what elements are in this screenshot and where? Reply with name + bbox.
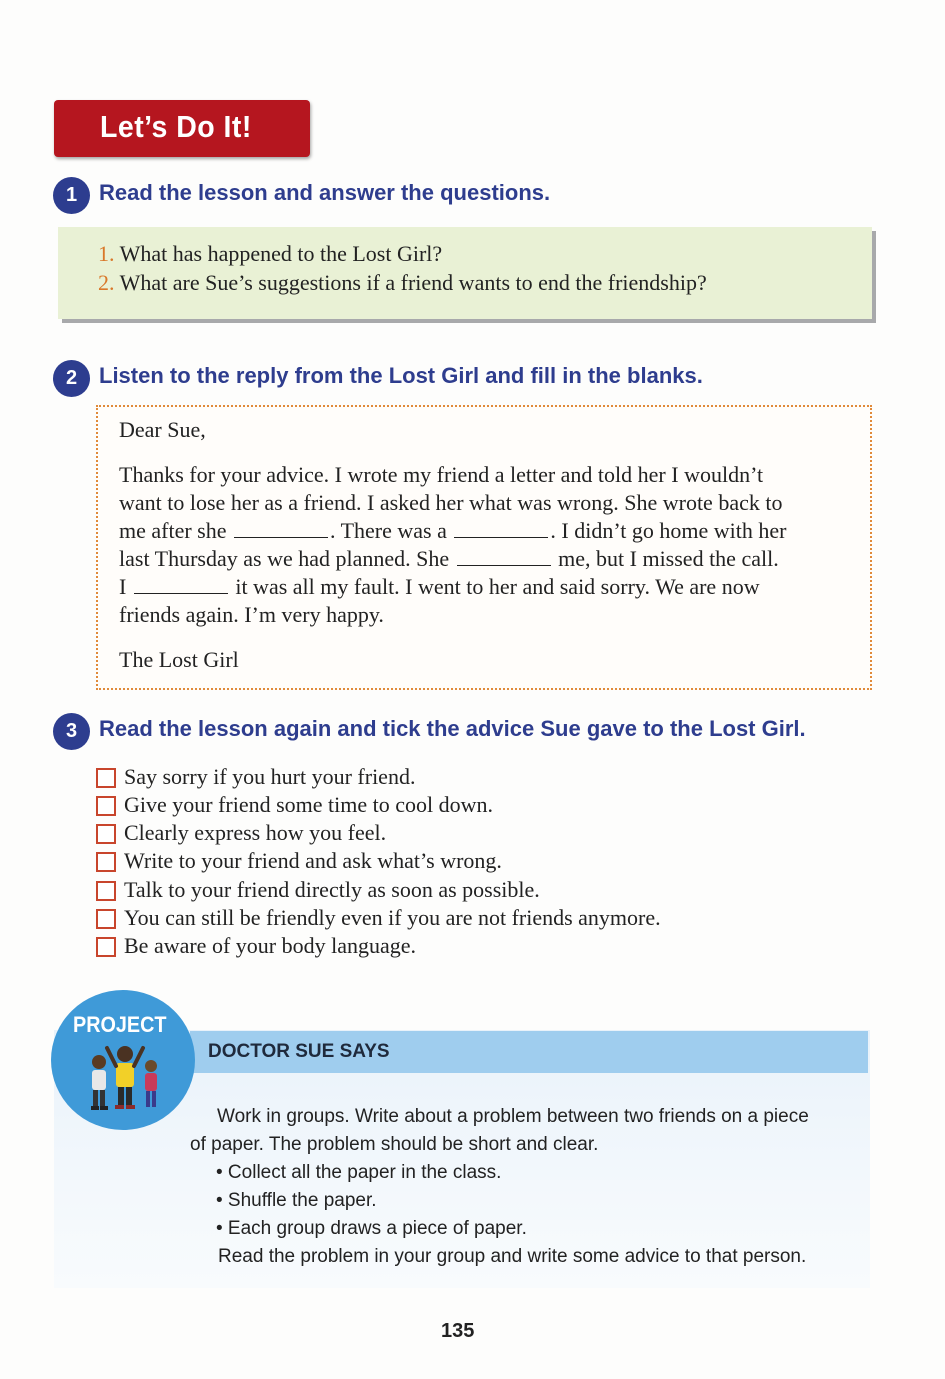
blank-2[interactable] xyxy=(454,519,548,538)
letter-line-3c: . I didn’t go home with her xyxy=(550,518,787,543)
advice-text: You can still be friendly even if you are not friends anymore. xyxy=(124,905,661,930)
advice-text: Clearly express how you feel. xyxy=(124,820,387,845)
letter-line-4b: me, but I missed the call. xyxy=(558,546,779,571)
letter-line-6: friends again. I’m very happy. xyxy=(119,602,384,627)
letter-line-5a: I xyxy=(119,574,127,599)
question-1 xyxy=(98,241,442,267)
letter-line-4 xyxy=(119,546,779,572)
letter-line-5b: it was all my fault. I went to her and said sorry. We are now xyxy=(235,574,760,599)
project-label: PROJECT xyxy=(73,1012,167,1037)
section-3-heading: Read the lesson again and tick the advice Sue gave to the Lost Girl. xyxy=(99,716,806,741)
project-intro-1: Work in groups. Write about a problem between two friends on a piece xyxy=(217,1106,809,1127)
blank-3[interactable] xyxy=(457,547,551,566)
project-badge xyxy=(51,990,195,1130)
blank-4[interactable] xyxy=(134,575,228,594)
letter-signature: The Lost Girl xyxy=(119,647,239,672)
question-1-text: What has happened to the Lost Girl? xyxy=(119,241,443,266)
banner-title: Let’s Do It! xyxy=(100,109,252,144)
project-title-bar xyxy=(190,1031,868,1073)
checkbox[interactable] xyxy=(96,937,116,957)
letter-line-1: Thanks for your advice. I wrote my friend a letter and told her I wouldn’t xyxy=(119,462,764,487)
project-closing: Read the problem in your group and write some advice to that person. xyxy=(218,1246,807,1267)
section-3-number: 3 xyxy=(53,713,90,750)
letter-greeting: Dear Sue, xyxy=(119,417,206,442)
questions-box xyxy=(58,227,872,319)
page-number: 135 xyxy=(441,1320,475,1342)
project-bullet: • Each group draws a piece of paper. xyxy=(216,1218,527,1239)
kids-illustration-icon xyxy=(51,990,195,1130)
advice-text: Give your friend some time to cool down. xyxy=(124,792,494,817)
letter-box xyxy=(96,405,872,690)
project-intro-2: of paper. The problem should be short and clear. xyxy=(190,1134,599,1155)
letter-line-3a: me after she xyxy=(119,518,227,543)
lets-do-it-banner xyxy=(54,100,310,157)
question-2-text: What are Sue’s suggestions if a friend wants to end the friendship? xyxy=(119,270,707,295)
project-bullet: • Collect all the paper in the class. xyxy=(216,1162,502,1183)
question-2-number: 2. xyxy=(98,270,115,295)
section-1-number: 1 xyxy=(53,177,90,214)
section-1-heading: Read the lesson and answer the questions. xyxy=(99,180,551,205)
question-2 xyxy=(98,270,707,296)
advice-text: Write to your friend and ask what’s wrong. xyxy=(124,848,502,873)
blank-1[interactable] xyxy=(234,519,328,538)
checkbox[interactable] xyxy=(96,768,116,788)
advice-text: Say sorry if you hurt your friend. xyxy=(124,764,416,789)
section-2-heading: Listen to the reply from the Lost Girl and fill in the blanks. xyxy=(99,363,703,388)
question-1-number: 1. xyxy=(98,241,115,266)
checkbox[interactable] xyxy=(96,824,116,844)
section-2-number: 2 xyxy=(53,360,90,397)
checkbox[interactable] xyxy=(96,881,116,901)
letter-line-3 xyxy=(119,518,786,544)
letter-line-4a: last Thursday as we had planned. She xyxy=(119,546,450,571)
letter-line-3b: . There was a xyxy=(330,518,447,543)
advice-text: Be aware of your body language. xyxy=(124,933,417,958)
letter-line-2: want to lose her as a friend. I asked her what was wrong. She wrote back to xyxy=(119,490,783,515)
checkbox[interactable] xyxy=(96,796,116,816)
project-bullet: • Shuffle the paper. xyxy=(216,1190,377,1211)
letter-line-5 xyxy=(119,574,760,600)
project-title: DOCTOR SUE SAYS xyxy=(208,1041,390,1062)
checkbox[interactable] xyxy=(96,909,116,929)
advice-text: Talk to your friend directly as soon as possible. xyxy=(124,877,540,902)
checkbox[interactable] xyxy=(96,852,116,872)
